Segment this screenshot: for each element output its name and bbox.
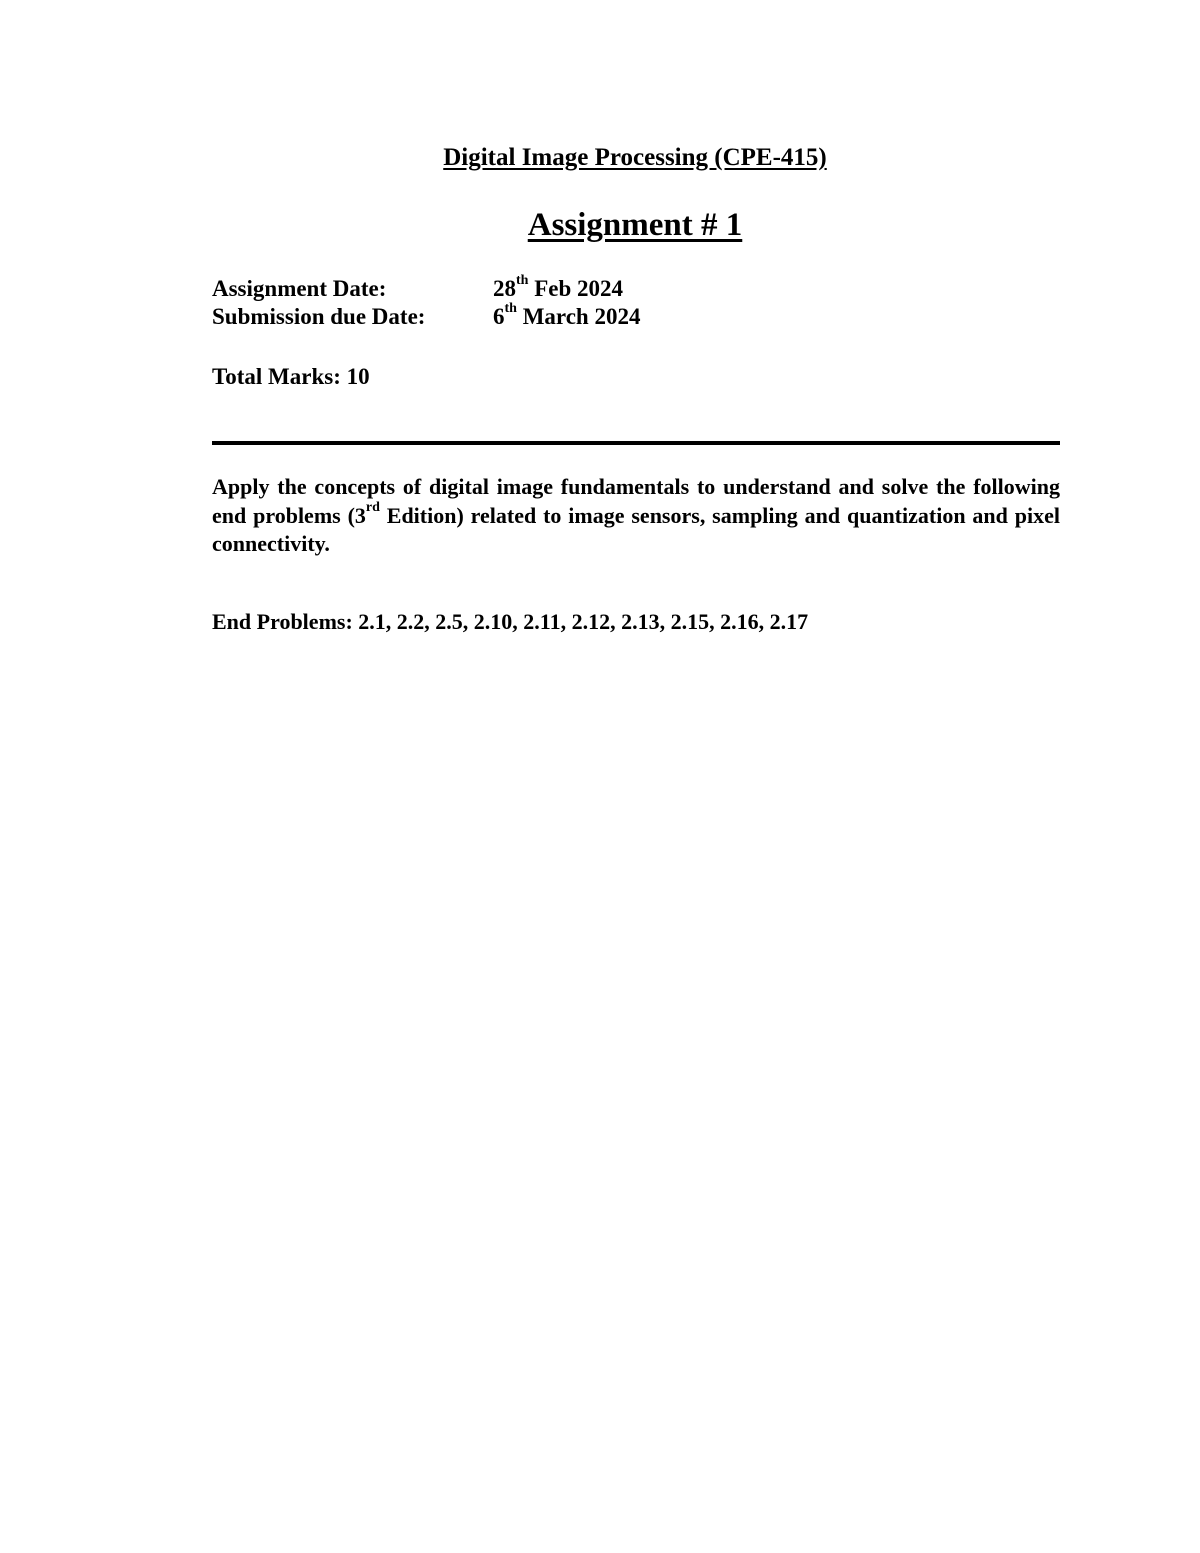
assignment-title: Assignment # 1 (527, 207, 743, 243)
end-problems: End Problems: 2.1, 2.2, 2.5, 2.10, 2.11, 2.12, 2.13, 2.15, 2.16, 2.17 (212, 609, 809, 634)
section-divider (212, 441, 1060, 445)
course-title: Digital Image Processing (CPE-415) (443, 144, 827, 171)
submission-date-rest: March 2024 (516, 304, 641, 329)
instructions-paragraph (212, 473, 1060, 559)
instructions-text-1: Apply the concepts of digital image fundamentals to understand and solve the following end problems (3 (212, 474, 1060, 528)
submission-date-label: Submission due Date: (212, 304, 426, 329)
assignment-date-label: Assignment Date: (212, 276, 387, 301)
submission-date-suffix: th (504, 301, 517, 317)
edition-suffix: rd (365, 500, 380, 516)
assignment-date-value (493, 274, 623, 304)
instructions-text-2: Edition) related to image sensors, sampling and quantization and pixel connectivity. (212, 502, 1060, 556)
assignment-date-rest: Feb 2024 (528, 276, 624, 301)
assignment-date-day: 28 (493, 276, 516, 301)
assignment-date-row (212, 274, 623, 304)
assignment-date-suffix: th (516, 273, 529, 289)
total-marks: Total Marks: 10 (212, 364, 370, 389)
submission-date-value (493, 302, 640, 332)
submission-date-row (212, 302, 640, 332)
submission-date-day: 6 (493, 304, 505, 329)
